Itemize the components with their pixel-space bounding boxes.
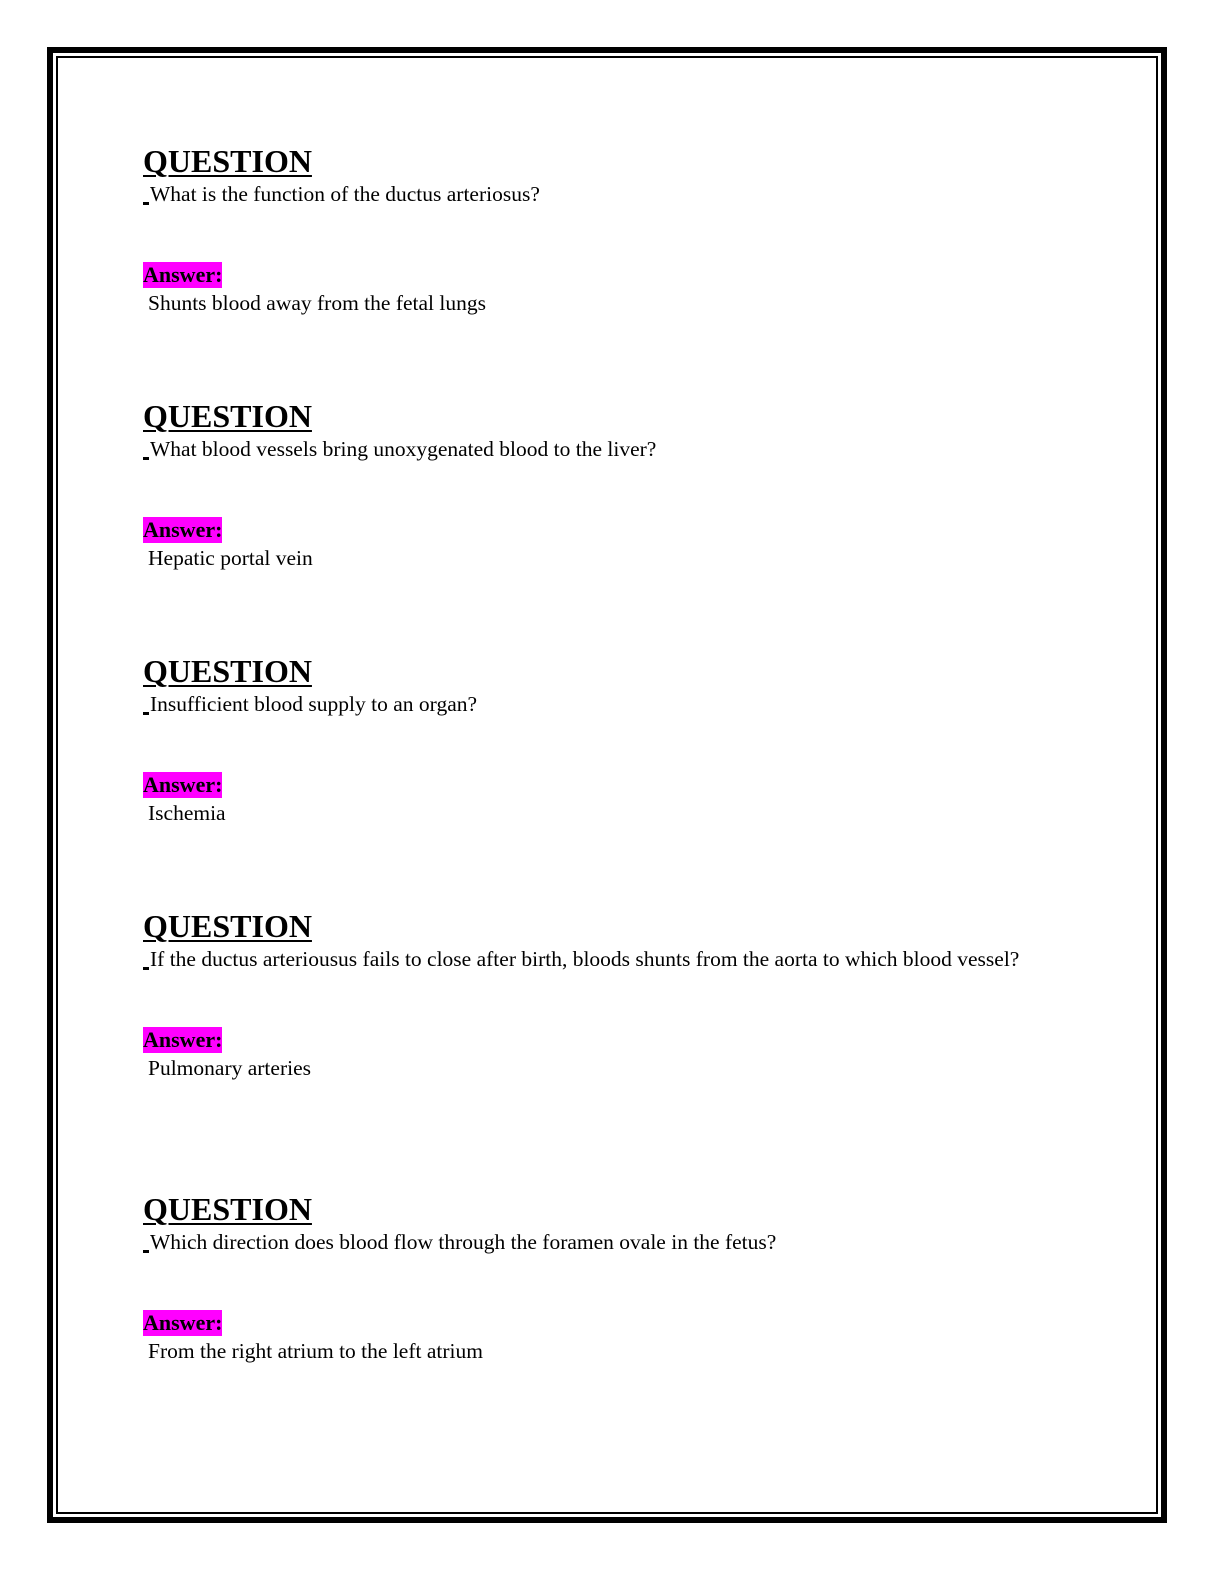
answer-text: Pulmonary arteries: [148, 1056, 311, 1080]
question-text: [143, 1229, 1063, 1256]
question-heading: QUESTION: [143, 1191, 312, 1227]
bullet-marker-icon: [143, 712, 149, 715]
answer-label: Answer:: [143, 1310, 223, 1335]
bullet-marker-icon: [143, 1250, 149, 1253]
question-heading: QUESTION: [143, 398, 312, 434]
question-text-content: Insufficient blood supply to an organ?: [150, 692, 478, 716]
question-text: [143, 436, 1063, 463]
question-text-content: What blood vessels bring unoxygenated blood to the liver?: [150, 437, 657, 461]
question-text: [143, 181, 1063, 208]
answer-label: Answer:: [143, 772, 223, 797]
bullet-marker-icon: [143, 202, 149, 205]
question-text-content: Which direction does blood flow through the foramen ovale in the fetus?: [150, 1230, 777, 1254]
question-heading: QUESTION: [143, 143, 312, 179]
answer-label: Answer:: [143, 262, 223, 287]
answer-text: Hepatic portal vein: [148, 546, 313, 570]
qa-block-3: [143, 655, 1063, 827]
qa-block-5: [143, 1193, 1063, 1365]
bullet-marker-icon: [143, 457, 149, 460]
answer-text: From the right atrium to the left atrium: [148, 1339, 483, 1363]
qa-block-1: [143, 145, 1063, 317]
qa-block-2: [143, 400, 1063, 572]
answer-text: Shunts blood away from the fetal lungs: [148, 291, 486, 315]
answer-label: Answer:: [143, 517, 223, 542]
question-text-content: If the ductus arteriousus fails to close after birth, bloods shunts from the aorta to which blood vessel?: [150, 947, 1020, 971]
answer-label: Answer:: [143, 1027, 223, 1052]
question-heading: QUESTION: [143, 908, 312, 944]
bullet-marker-icon: [143, 967, 149, 970]
answer-text: Ischemia: [148, 801, 226, 825]
question-text: [143, 691, 1063, 718]
question-heading: QUESTION: [143, 653, 312, 689]
question-text-content: What is the function of the ductus arteriosus?: [150, 182, 540, 206]
question-text: [143, 946, 1063, 973]
qa-block-4: [143, 910, 1063, 1082]
